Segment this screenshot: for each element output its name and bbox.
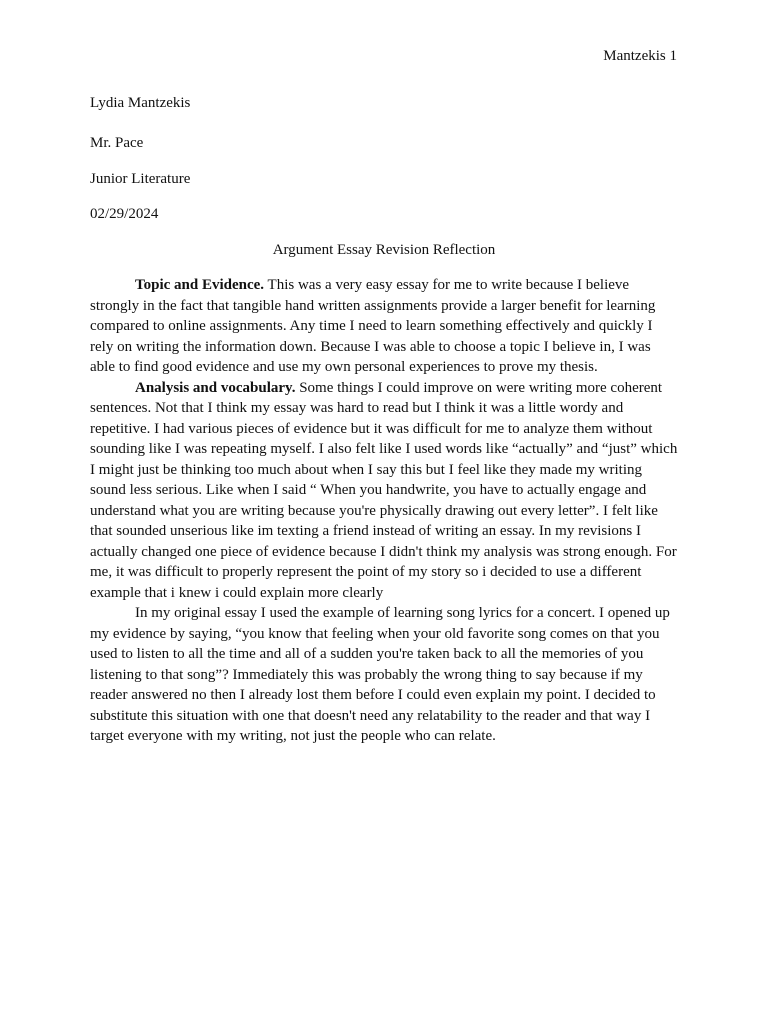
paragraph-original-essay: [90, 603, 678, 747]
running-head: Mantzekis 1: [603, 48, 677, 64]
paragraph-text: Some things I could improve on were writing more coherent sentences. Not that I think my essay was hard to read but I think it was a little wordy and repetitive. I had various pieces of evidence but it was difficult for me to analyze them without sounding like I was repeating myself. I also felt like I used words like “actually” and “just” which I might just be thinking too much about when I say this but I feel like they made my writing sound less serious. Like when I said “ When you handwrite, you have to actually engage and understand what you are writing because you're physically drawing out every letter”. I felt like that sounded unserious like im texting a friend instead of writing an essay. In my revisions I actually changed one piece of evidence because I didn't think my analysis was strong enough. For me, it was difficult to properly represent the point of my story so i decided to use a different example that i knew i could explain more clearly: [90, 379, 678, 601]
student-name: Lydia Mantzekis: [90, 95, 191, 111]
paragraph-text: This was a very easy essay for me to write because I believe strongly in the fact that tangible hand written assignments provide a larger benefit for learning compared to online assignments. Any time I need to learn something effectively and quickly I rely on writing the information down. Because I was able to choose a topic I believe in, I was able to find good evidence and use my own personal experiences to prove my thesis.: [90, 277, 656, 375]
essay-body: [90, 275, 678, 747]
course-name: Junior Literature: [90, 171, 191, 187]
paragraph-topic-evidence: [90, 275, 678, 378]
essay-title: Argument Essay Revision Reflection: [272, 242, 496, 258]
essay-date: 02/29/2024: [90, 206, 159, 222]
paragraph-heading: Topic and Evidence.: [135, 277, 265, 293]
teacher-name: Mr. Pace: [90, 135, 144, 151]
paragraph-heading: Analysis and vocabulary.: [135, 379, 296, 396]
paragraph-analysis-vocabulary: [90, 378, 678, 604]
paragraph-text: In my original essay I used the example of learning song lyrics for a concert. I opened up my evidence by saying, “you know that feeling when your old favorite song comes on that you used to listen to all the time and all of a sudden you're taken back to all the memories of you listening to that song”? Immediately this was probably the wrong thing to say because if my reader answered no then I already lost them before I could even explain my point. I decided to substitute this situation with one that doesn't need any relatability to the reader and that way I target everyone with my writing, not just the people who can relate.: [90, 605, 670, 744]
